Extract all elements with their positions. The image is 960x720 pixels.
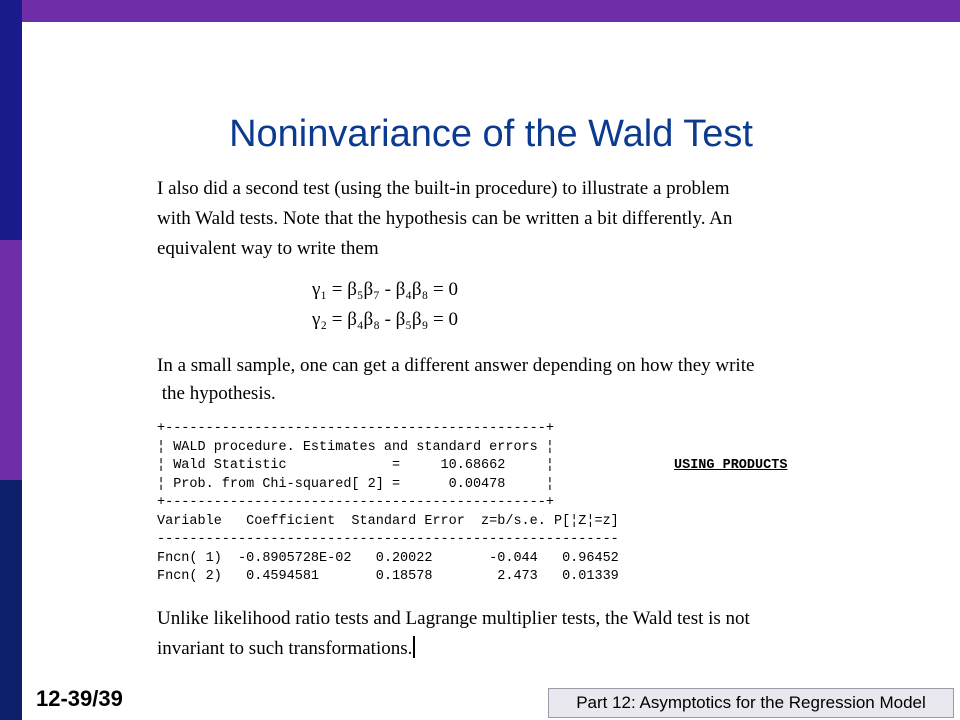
intro-line: equivalent way to write them: [157, 238, 379, 259]
outro-line-text: invariant to such transformations.: [157, 638, 413, 659]
left-bar-segment-top: [0, 0, 22, 240]
output-line: +-----------------------------------------------+: [157, 495, 554, 510]
sample-line: the hypothesis.: [157, 383, 276, 404]
output-row: Fncn( 2) 0.4594581 0.18578 2.473 0.01339: [157, 569, 619, 584]
output-line: ¦ WALD procedure. Estimates and standard errors ¦: [157, 439, 554, 455]
using-products-label: USING PRODUCTS: [674, 458, 788, 473]
sample-paragraph: [157, 352, 754, 408]
outro-line: [157, 634, 750, 664]
left-bar-segment-bottom: [0, 480, 22, 720]
left-decor-bar: [0, 0, 22, 720]
slide-title: Noninvariance of the Wald Test: [229, 113, 753, 155]
intro-paragraph: [157, 174, 732, 264]
output-header: Variable Coefficient Standard Error z=b/s.e. P[¦Z¦=z]: [157, 513, 619, 529]
text-cursor: [413, 636, 415, 658]
output-line: +-----------------------------------------------+: [157, 421, 554, 436]
hypothesis-equations: [312, 275, 458, 335]
left-bar-segment-middle: [0, 240, 22, 480]
wald-output-block: [157, 420, 619, 587]
output-row: Fncn( 1) -0.8905728E-02 0.20022 -0.044 0.96452: [157, 550, 619, 566]
outro-paragraph: [157, 604, 750, 664]
output-line: ¦ Wald Statistic = 10.68662 ¦: [157, 458, 554, 473]
intro-line: with Wald tests. Note that the hypothesis can be written a bit differently. An: [157, 208, 733, 229]
equation-gamma-2: γ₂ = β₄β₈ - β₅β₉ = 0: [312, 309, 458, 330]
intro-line: I also did a second test (using the built-in procedure) to illustrate a problem: [157, 178, 730, 199]
output-line: ---------------------------------------------------------: [157, 532, 619, 547]
sample-line: In a small sample, one can get a different answer depending on how they write: [157, 355, 755, 376]
footer-label: Part 12: Asymptotics for the Regression Model: [548, 688, 954, 718]
output-line: ¦ Prob. from Chi-squared[ 2] = 0.00478 ¦: [157, 476, 554, 492]
slide-number: 12-39/39: [36, 686, 123, 711]
top-decor-bar: [0, 0, 960, 22]
outro-line: Unlike likelihood ratio tests and Lagrange multiplier tests, the Wald test is not: [157, 608, 750, 629]
equation-gamma-1: γ₁ = β₅β₇ - β₄β₈ = 0: [312, 279, 458, 300]
